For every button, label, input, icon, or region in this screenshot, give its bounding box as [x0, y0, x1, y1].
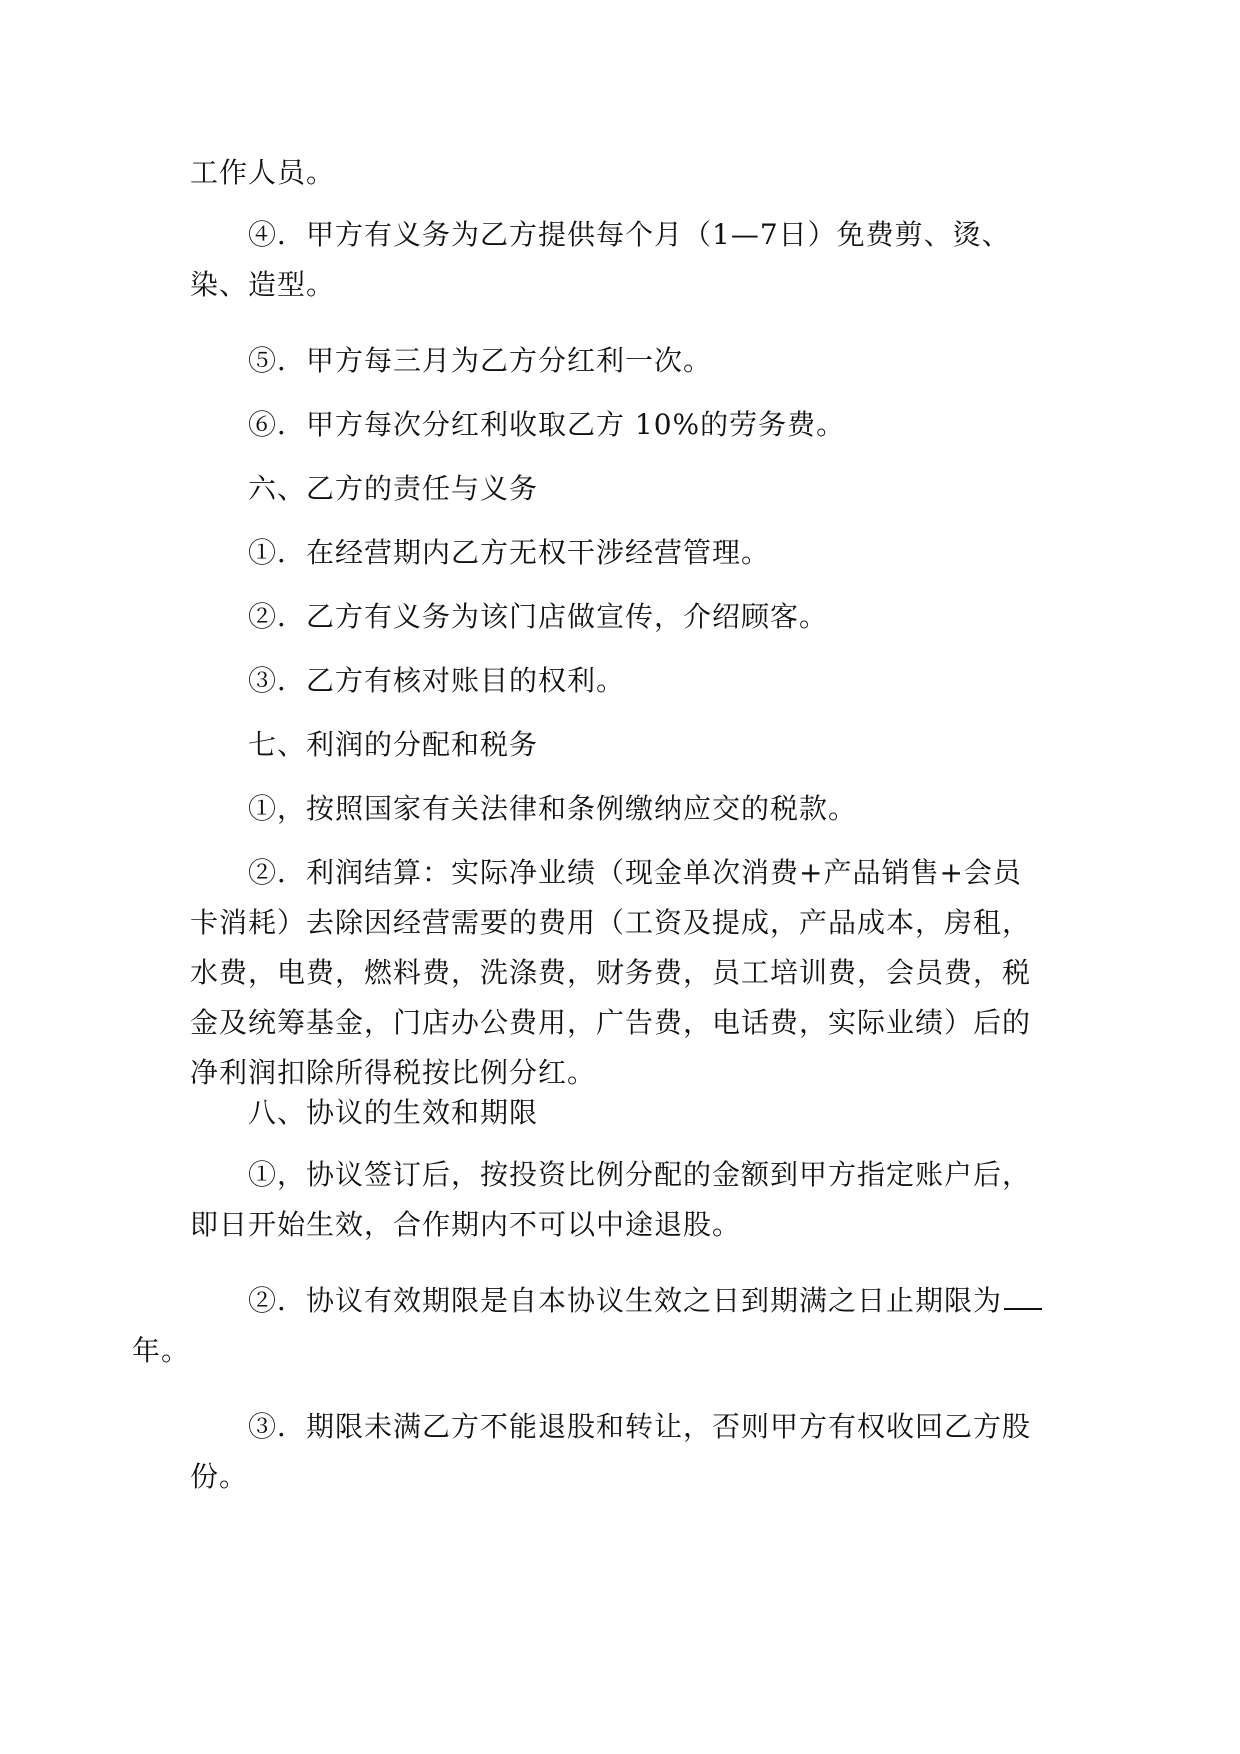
paragraph-item-4: ④．甲方有义务为乙方提供每个月（1—7日）免费剪、烫、染、造型。: [190, 218, 1011, 301]
paragraph-item-8-2-tail: 年。: [132, 1334, 191, 1367]
fill-in-blank: [1004, 1307, 1042, 1310]
paragraph-item-7-2: ②．利润结算：实际净业绩（现金单次消费+产品销售+会员卡消耗）去除因经营需要的费用（工资及提成，产品成本，房租，水费，电费，燃料费，洗涤费，财务费，员工培训费，会员费，税金及统筹基金，门店办公费用，广告费，电话费，实际业绩）后的净利润扣除所得税按比例分红。: [190, 856, 1032, 1089]
paragraph-item-6-2: ②．乙方有义务为该门店做宣传，介绍顾客。: [248, 600, 829, 633]
paragraph-item-8-2: [132, 1276, 1050, 1376]
paragraph-item-8-1: ①，协议签订后，按投资比例分配的金额到甲方指定账户后，即日开始生效，合作期内不可以中途退股。: [190, 1158, 1032, 1241]
section-heading-6: 六、乙方的责任与义务: [248, 472, 539, 505]
paragraph-item-8-2-text: ②．协议有效期限是自本协议生效之日到期满之日止期限为: [248, 1284, 1003, 1317]
paragraph-item-6: ⑥．甲方每次分红利收取乙方 10%的劳务费。: [248, 408, 846, 441]
paragraph-item-6-3: ③．乙方有核对账目的权利。: [248, 664, 626, 697]
paragraph-continuation: 工作人员。: [190, 156, 336, 189]
paragraph-item-7-1: ①，按照国家有关法律和条例缴纳应交的税款。: [248, 792, 858, 825]
paragraph-item-8-3: ③．期限未满乙方不能退股和转让，否则甲方有权收回乙方股份。: [190, 1410, 1032, 1493]
section-heading-7: 七、利润的分配和税务: [248, 728, 539, 761]
paragraph-item-6-1: ①．在经营期内乙方无权干涉经营管理。: [248, 536, 771, 569]
paragraph-item-5: ⑤．甲方每三月为乙方分红利一次。: [248, 344, 713, 377]
section-heading-8: 八、协议的生效和期限: [248, 1096, 539, 1129]
